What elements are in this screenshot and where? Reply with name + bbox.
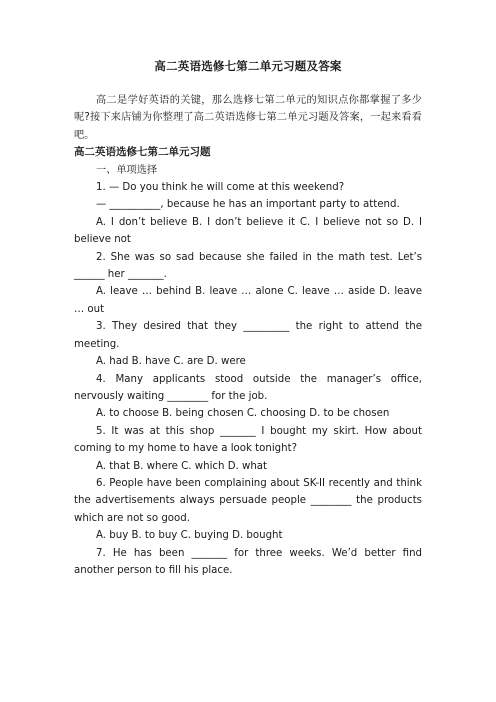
question-5-options: A. that B. where C. which D. what [96,460,268,472]
intro-paragraph: 高二是学好英语的关键，那么选修七第二单元的知识点你都掌握了多少呢?接下来店铺为你整理了高二英语选修七第二单元习题及答案，一起来看看吧。 [74,95,422,141]
question-4-stem: 4. Many applicants stood outside the manager’s office, nervously waiting ________ for the job. [74,373,422,402]
question-1-options: A. I don’t believe B. I don’t believe it C. I believe not so D. I believe not [74,216,422,246]
question-5-stem: 5. It was at this shop _______ I bought my skirt. How about coming to my home to have a look tonight? [74,425,422,455]
question-3-options: A. had B. have C. are D. were [96,356,246,368]
document-page [74,58,422,579]
question-7-stem: 7. He has been _______ for three weeks. We’d better find another person to fill his place. [74,547,422,576]
question-1-stem: 1. — Do you think he will come at this weekend? [96,182,345,194]
question-6-options: A. buy B. to buy C. buying D. bought [96,530,283,542]
question-4-options: A. to choose B. being chosen C. choosing D. to be chosen [96,408,390,420]
question-6-stem: 6. People have been complaining about SK-II recently and think the advertisements always persuade people ________ the products which are not so good. [74,477,422,524]
question-2-stem: 2. She was so sad because she failed in the math test. Let’s ______ her _______. [74,251,422,281]
section-heading: 高二英语选修七第二单元习题 [74,146,211,159]
question-1-stem-reply: — __________, because he has an important party to attend. [96,199,400,211]
document-title: 高二英语选修七第二单元习题及答案 [154,59,342,73]
subsection-heading: 一、单项选择 [96,164,158,176]
question-3-stem: 3. They desired that they _________ the right to attend the meeting. [74,321,422,350]
question-2-options: A. leave … behind B. leave … alone C. leave … aside D. leave … out [74,286,422,315]
